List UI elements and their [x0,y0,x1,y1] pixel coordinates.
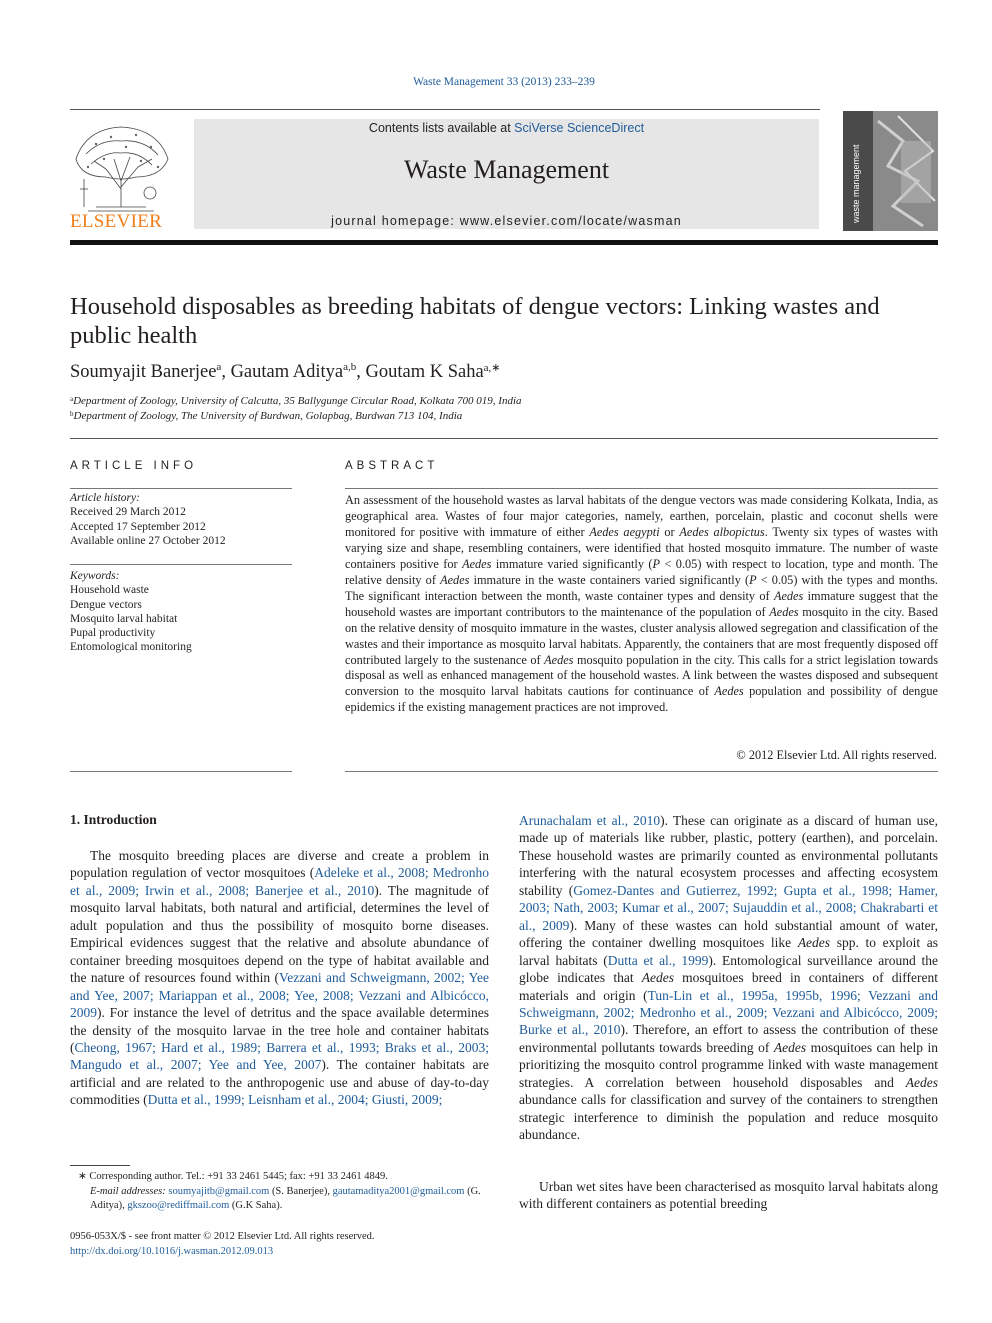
header-thick-rule [70,240,938,245]
journal-cover-image[interactable] [843,111,938,231]
keyword: Entomological monitoring [70,641,192,654]
body-column-right-continued: Urban wet sites have been characterised as mosquito larval habitats along with different containers as potential breeding [519,1179,938,1212]
keyword: Household waste [70,584,149,597]
elsevier-wordmark[interactable]: ELSEVIER [70,211,163,232]
article-info-rule [70,488,292,489]
header-rule [70,109,820,110]
keyword: Dengue vectors [70,598,142,611]
cover-artwork [843,111,938,231]
abstract-rule [345,488,938,489]
abstract-caption: ABSTRACT [345,460,439,472]
affiliation: $^b$Department of Zoology, The University of Burdwan, Golapbag, Burdwan 713 104, India [70,410,463,422]
keyword: Pupal productivity [70,627,156,640]
author-affil-marker[interactable]: a,∗ [483,362,501,374]
affiliation: $^a$Department of Zoology, University of Calcutta, 35 Ballygunge Circular Road, Kolkata 700 019, India [70,395,522,407]
section-rule [70,438,938,439]
doi-link[interactable]: http://dx.doi.org/10.1016/j.wasman.2012.09.013 [70,1245,274,1257]
article-title: Household disposables as breeding habitats of dengue vectors: Linking wastes and public health [70,293,880,349]
section-heading: 1. Introduction [70,812,157,827]
corresponding-author-footnote: ∗ Corresponding author. Tel.: +91 33 2461 5445; fax: +91 33 2461 4849. E-mail addresses: soumyajitb@gmail.com (S. Banerjee), gautamaditya2001@gmail.com (G. Aditya), gkszoo@rediffmail.com (G.K Saha). [78,1171,481,1211]
abstract-bottom-rule [345,771,938,772]
keywords-list: Keywords: Household waste Dengue vectors Mosquito larval habitat Pupal productivity Entomological monitoring [70,569,292,655]
email-link[interactable]: gkszoo@rediffmail.com [127,1200,230,1211]
info-bottom-rule [70,771,292,772]
journal-masthead [194,119,819,229]
contents-line: Contents lists available at SciVerse ScienceDirect [368,121,645,135]
body-column-left: The mosquito breeding places are diverse and create a problem in population regulation of vector mosquitoes (Adeleke et al., 2008; Medronho et al., 2009; Irwin et al., 2008; Banerjee et al., 2010). The magnitude of mosquito larval habitats, both natural and artificial, determines the level of adult population and thus the possibility of mosquito borne diseases. Empirical evidences suggest that the relative and absolute abundance of container breeding mosquitoes depend on the type of habitat available and the nature of resources found within (Vezzani and Schweigmann, 2002; Yee and Yee, 2007; Mariappan et al., 2008; Yee, 2008; Vezzani and Albicócco, 2009). For instance the level of detritus and the space available determines the density of the mosquito larvae in the tree hole and container habitats (Cheong, 1967; Hard et al., 1989; Barrera et al., 1993; Braks et al., 2003; Mangudo et al., 2007; Yee and Yee, 2007). The container habitats are artificial and are related to the anthropogenic use and abuse of day-to-day commodities (Dutta et al., 1999; Leisnham et al., 2004; Giusti, 2009; [70,848,490,1108]
keywords-rule [70,564,292,565]
svg-text:waste management: waste management [851,144,861,223]
author-affil-marker[interactable]: a,b [343,361,357,373]
article-history: Article history: Received 29 March 2012 Accepted 17 September 2012 Available online 27 October 2012 [70,492,226,547]
issn-block: 0956-053X/$ - see front matter © 2012 Elsevier Ltd. All rights reserved. http://dx.doi.org/10.1016/j.wasman.2012.09.013 [70,1230,375,1259]
journal-title: Waste Management [403,155,610,184]
email-link[interactable]: soumyajitb@gmail.com [168,1185,270,1197]
author-name[interactable]: Gautam Aditya [230,362,344,382]
journal-citation[interactable]: Waste Management 33 (2013) 233–239 [413,76,595,88]
article-info-caption: ARTICLE INFO [70,460,198,472]
email-link[interactable]: gautamaditya2001@gmail.com [332,1185,465,1197]
author-name[interactable]: Soumyajit Banerjee [70,362,217,382]
copyright-notice: © 2012 Elsevier Ltd. All rights reserved. [736,748,937,762]
abstract-text: An assessment of the household wastes as larval habitats of the dengue vectors was made considering Kolkata, India, as geographical area. Wastes of four major categories, namely, earthen, porcelain, plastic and coconut shells were monitored for positive with immature of either Aedes aegypti or Aedes albopictus. Twenty six types of wastes with varying size and shape, resembling containers, were identified that hosted mosquito immature. The number of waste containers positive for Aedes immature varied significantly (P < 0.05) with respect to location, type and month. The relative density of Aedes immature in the waste containers varied significantly (P < 0.05) with the types and months. The significant interaction between the month, waste container types and density of Aedes immature suggest that the household wastes are important contributors to the maintenance of the population of Aedes mosquito in the city. Based on the relative density of mosquito immature in the wastes, cluster analysis allowed segregation and classification of the wastes and their importance as mosquito larval habitats. Apparently, the containers that are most frequently disposed off contributed largely to the sustenance of Aedes mosquito population in the city. This calls for a strict legislation towards disposal as well as enhanced management of the household wastes. A link between the wastes disposed and subsequent conversion to the mosquito larval habitats cautions for continuance of Aedes population and possibility of dengue epidemics if the existing management practices are not improved. [345,493,938,715]
keyword: Mosquito larval habitat [70,612,178,625]
body-column-right: Arunachalam et al., 2010). These can originate as a discard of human use, made up of materials like rubber, plastic, pottery (earthen), and porcelain. These household wastes are primarily counted as environmental pollutants interfering with the natural ecosystem processes and affecting ecosystem stability (Gomez-Dantes and Gutierrez, 1992; Gupta et al., 1998; Hamer, 2003; Nath, 2003; Kumar et al., 2007; Sujauddin et al., 2008; Chakrabarti et al., 2009). Many of these wastes can hold substantial amount of water, offering the container dwelling mosquitoes like Aedes spp. to exploit as larval habitats (Dutta et al., 1999). Entomological surveillance around the globe indicates that Aedes mosquitoes breed in containers of different materials and origin (Tun-Lin et al., 1995a, 1995b, 1996; Vezzani and Schweigmann, 2002; Medronho et al., 2009; Vezzani and Albicócco, 2009; Burke et al., 2010). Therefore, an effort to assess the contribution of these environmental pollutants towards breeding of Aedes mosquitoes can help in prioritizing the mosquito control programme linked with waste management strategies. A correlation between household disposables and Aedes abundance calls for classification and survey of the containers to strengthen strategic interference to diminish the population and reduce mosquito abundance. [519,813,939,1143]
author-name[interactable]: Goutam K Saha [365,362,484,382]
author-list: Soumyajit Banerjee$^a$, Gautam Aditya$^{a,b}$, Goutam K Saha$^{a,∗}$ [70,361,501,382]
footnote-rule [70,1165,130,1166]
journal-homepage[interactable]: journal homepage: www.elsevier.com/locate/wasman [331,214,682,228]
sciencedirect-link[interactable]: SciVerse ScienceDirect [514,121,645,135]
author-affil-marker[interactable]: a [216,361,222,373]
